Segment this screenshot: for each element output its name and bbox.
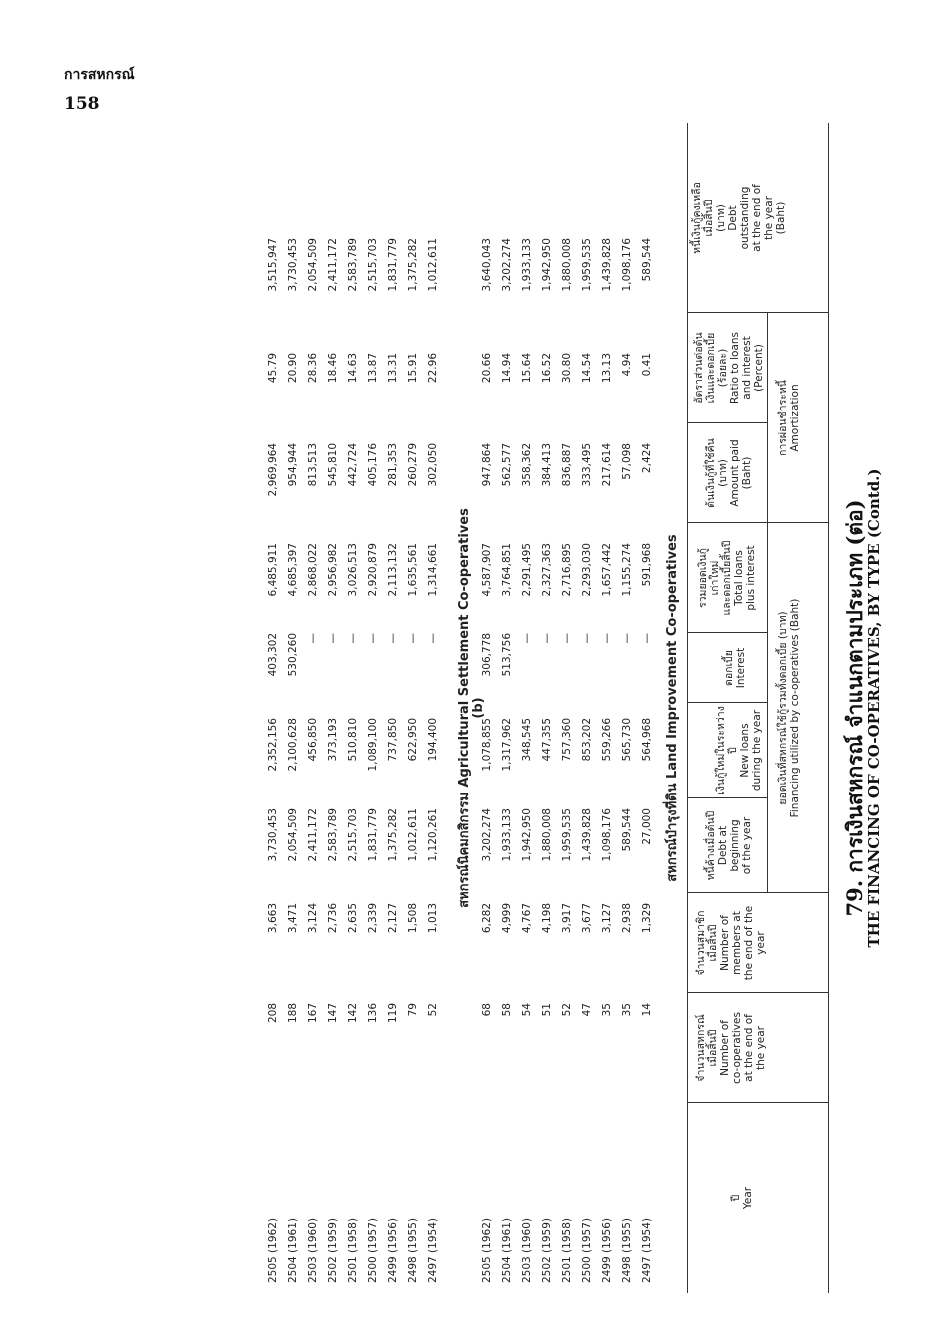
cell-year: 2502 (1959) bbox=[327, 1218, 339, 1283]
header-line: Number of bbox=[719, 1020, 731, 1076]
header-members bbox=[695, 893, 767, 993]
table-row bbox=[347, 123, 362, 1293]
table-row bbox=[427, 123, 442, 1293]
cell-year: 2498 (1955) bbox=[407, 1218, 419, 1283]
cell-amount-paid: 281,353 bbox=[387, 443, 399, 487]
cell-outstanding: 1,439,828 bbox=[601, 238, 613, 292]
cell-new-loans: 348,545 bbox=[521, 718, 533, 762]
header-line: จำนวนสมาชิก bbox=[695, 910, 707, 976]
cell-debt-begin: 1,959,535 bbox=[561, 808, 573, 862]
cell-interest: — bbox=[581, 633, 593, 644]
cell-ratio: 14.54 bbox=[581, 353, 593, 384]
cell-new-loans: 757,360 bbox=[561, 718, 573, 762]
cell-coops: 188 bbox=[287, 1003, 299, 1024]
cell-new-loans: 510,810 bbox=[347, 718, 359, 762]
cell-members: 2,127 bbox=[387, 903, 399, 934]
cell-year: 2497 (1954) bbox=[427, 1218, 439, 1283]
cell-coops: 58 bbox=[501, 1003, 513, 1017]
header-line: Ratio to loans bbox=[729, 331, 741, 405]
header-line: Debt bbox=[727, 205, 739, 231]
cell-ratio: 28.36 bbox=[307, 353, 319, 384]
header-line: Amortization bbox=[789, 384, 801, 452]
cell-total: 4,587,907 bbox=[481, 543, 493, 597]
header-financing-group bbox=[777, 523, 801, 893]
cell-ratio: 14.94 bbox=[501, 353, 513, 384]
cell-debt-begin: 1,831,779 bbox=[367, 808, 379, 862]
header-line: และดอกเบี้ยสิ้นปี bbox=[721, 540, 733, 616]
header-year bbox=[730, 1103, 754, 1293]
header-new-loans bbox=[715, 703, 763, 798]
cell-total: 2,293,030 bbox=[581, 543, 593, 597]
cell-members: 3,471 bbox=[287, 903, 299, 934]
cell-ratio: 14.63 bbox=[347, 353, 359, 384]
cell-outstanding: 589,544 bbox=[641, 238, 653, 282]
cell-ratio: 20.90 bbox=[287, 353, 299, 384]
header-line: Total loans bbox=[733, 550, 745, 606]
header-line: เก่าใหม่ bbox=[709, 560, 721, 596]
cell-interest: — bbox=[427, 633, 439, 644]
header-line: (บาท) bbox=[717, 459, 729, 487]
cell-outstanding: 1,375,282 bbox=[407, 238, 419, 292]
cell-debt-begin: 589,544 bbox=[621, 808, 633, 852]
cell-year: 2500 (1957) bbox=[581, 1218, 593, 1283]
header-line: during the year bbox=[751, 709, 763, 792]
table-title-english: THE FINANCING OF CO-OPERATIVES, BY TYPE (Contd.) bbox=[865, 468, 883, 948]
cell-members: 4,198 bbox=[541, 903, 553, 934]
cell-year: 2503 (1960) bbox=[307, 1218, 319, 1283]
cell-members: 1,329 bbox=[641, 903, 653, 934]
cell-year: 2501 (1958) bbox=[561, 1218, 573, 1283]
cell-amount-paid: 442,724 bbox=[347, 443, 359, 487]
cell-year: 2503 (1960) bbox=[521, 1218, 533, 1283]
cell-coops: 14 bbox=[641, 1003, 653, 1017]
cell-total: 3,026,513 bbox=[347, 543, 359, 597]
cell-new-loans: 373,193 bbox=[327, 718, 339, 762]
cell-members: 1,508 bbox=[407, 903, 419, 934]
cell-amount-paid: 333,495 bbox=[581, 443, 593, 487]
table-row bbox=[561, 123, 576, 1293]
cell-debt-begin: 1,880,008 bbox=[541, 808, 553, 862]
header-line: หนี้ค้างเมื่อต้นปี bbox=[705, 810, 717, 881]
cell-debt-begin: 2,054,509 bbox=[287, 808, 299, 862]
cell-ratio: 4.94 bbox=[621, 353, 633, 377]
cell-debt-begin: 1,942,950 bbox=[521, 808, 533, 862]
table-row bbox=[501, 123, 516, 1293]
cell-new-loans: 1,078,855 bbox=[481, 718, 493, 772]
cell-debt-begin: 2,411,172 bbox=[307, 808, 319, 862]
header-line: (Percent) bbox=[753, 344, 765, 392]
table-title-th-text: การเงินสหกรณ์ จำแนกตามประเภท (ต่อ) bbox=[842, 499, 867, 873]
header-line: (ร้อยละ) bbox=[717, 348, 729, 388]
table-row bbox=[581, 123, 596, 1293]
cell-new-loans: 456,850 bbox=[307, 718, 319, 762]
header-line: (บาท) bbox=[715, 204, 727, 232]
cell-outstanding: 3,640,043 bbox=[481, 238, 493, 292]
cell-year: 2504 (1961) bbox=[287, 1218, 299, 1283]
cell-ratio: 18.46 bbox=[327, 353, 339, 384]
cell-new-loans: 447,355 bbox=[541, 718, 553, 762]
cell-outstanding: 1,933,133 bbox=[521, 238, 533, 292]
cell-interest: — bbox=[641, 633, 653, 644]
table-row bbox=[601, 123, 616, 1293]
header-line: outstanding bbox=[739, 186, 751, 250]
header-line: เงินกู้ใหม่ในระหว่างปี bbox=[715, 706, 739, 795]
header-debt-begin bbox=[705, 798, 753, 893]
header-line: at the end of bbox=[751, 184, 763, 252]
cell-year: 2505 (1962) bbox=[481, 1218, 493, 1283]
cell-new-loans: 565,730 bbox=[621, 718, 633, 762]
header-line: ปี bbox=[730, 1194, 742, 1202]
cell-debt-begin: 1,120,261 bbox=[427, 808, 439, 862]
cell-total: 1,314,661 bbox=[427, 543, 439, 597]
cell-total: 3,764,851 bbox=[501, 543, 513, 597]
cell-coops: 35 bbox=[601, 1003, 613, 1017]
cell-amount-paid: 813,513 bbox=[307, 443, 319, 487]
table-row bbox=[641, 123, 656, 1293]
cell-interest: — bbox=[601, 633, 613, 644]
cell-outstanding: 3,202,274 bbox=[501, 238, 513, 292]
cell-amount-paid: 2,424 bbox=[641, 443, 653, 474]
header-line: (Baht) bbox=[775, 201, 787, 235]
cell-total: 2,868,022 bbox=[307, 543, 319, 597]
section-title-land-improvement: สหกรณ์บำรุงที่ดิน Land Improvement Co-operatives bbox=[665, 534, 680, 882]
cell-members: 6,282 bbox=[481, 903, 493, 934]
cell-debt-begin: 27,000 bbox=[641, 808, 653, 845]
cell-members: 3,124 bbox=[307, 903, 319, 934]
header-line: Debt at bbox=[717, 825, 729, 866]
cell-ratio: 45.79 bbox=[267, 353, 279, 384]
header-line: Financing utilized by co-operatives (Baht) bbox=[789, 598, 801, 818]
cell-ratio: 20.66 bbox=[481, 353, 493, 384]
header-line: the year bbox=[763, 196, 775, 240]
cell-debt-begin: 3,202,274 bbox=[481, 808, 493, 862]
cell-interest: — bbox=[307, 633, 319, 644]
cell-interest: 530,260 bbox=[287, 633, 299, 677]
header-line: เมื่อสิ้นปี bbox=[707, 1029, 719, 1067]
header-outstanding bbox=[691, 123, 787, 313]
table-number: 79. bbox=[842, 879, 867, 917]
cell-coops: 119 bbox=[387, 1003, 399, 1024]
cell-debt-begin: 1,933,133 bbox=[501, 808, 513, 862]
cell-members: 2,736 bbox=[327, 903, 339, 934]
cell-amount-paid: 947,864 bbox=[481, 443, 493, 487]
running-head: การสหกรณ์ bbox=[64, 67, 135, 83]
cell-total: 2,327,363 bbox=[541, 543, 553, 597]
cell-members: 2,635 bbox=[347, 903, 359, 934]
cell-new-loans: 2,352,156 bbox=[267, 718, 279, 772]
cell-interest: 513,756 bbox=[501, 633, 513, 677]
cell-outstanding: 1,959,535 bbox=[581, 238, 593, 292]
header-line: year bbox=[755, 931, 767, 955]
cell-outstanding: 2,515,703 bbox=[367, 238, 379, 292]
header-line: and interest bbox=[741, 336, 753, 400]
financing-group-rule bbox=[767, 523, 768, 893]
cell-interest: — bbox=[367, 633, 379, 644]
amortization-group-rule bbox=[767, 313, 768, 523]
cell-coops: 47 bbox=[581, 1003, 593, 1017]
cell-interest: — bbox=[387, 633, 399, 644]
cell-outstanding: 2,054,509 bbox=[307, 238, 319, 292]
header-line: the year bbox=[755, 1026, 767, 1070]
cell-ratio: 16.52 bbox=[541, 353, 553, 384]
cell-amount-paid: 545,810 bbox=[327, 443, 339, 487]
cell-interest: — bbox=[541, 633, 553, 644]
cell-outstanding: 3,515,947 bbox=[267, 238, 279, 292]
header-line: ต้นเงินกู้ที่ใช้คืน bbox=[705, 438, 717, 508]
table-row bbox=[307, 123, 322, 1293]
cell-interest: — bbox=[621, 633, 633, 644]
cell-debt-begin: 1,098,176 bbox=[601, 808, 613, 862]
cell-debt-begin: 3,730,453 bbox=[267, 808, 279, 862]
cell-amount-paid: 405,176 bbox=[367, 443, 379, 487]
cell-coops: 54 bbox=[521, 1003, 533, 1017]
cell-outstanding: 1,831,779 bbox=[387, 238, 399, 292]
cell-total: 2,920,879 bbox=[367, 543, 379, 597]
header-amortization-group bbox=[777, 313, 801, 523]
cell-outstanding: 3,730,453 bbox=[287, 238, 299, 292]
cell-year: 2504 (1961) bbox=[501, 1218, 513, 1283]
table-row bbox=[387, 123, 402, 1293]
header-line: ดอกเบี้ย bbox=[723, 650, 735, 686]
header-line: Amount paid bbox=[729, 439, 741, 507]
cell-amount-paid: 57,098 bbox=[621, 443, 633, 480]
cell-new-loans: 622,950 bbox=[407, 718, 419, 762]
header-line: หนี้เงินกู้คงเหลือ bbox=[691, 182, 703, 254]
table-row bbox=[541, 123, 556, 1293]
cell-amount-paid: 358,362 bbox=[521, 443, 533, 487]
cell-ratio: 13.31 bbox=[387, 353, 399, 384]
section-label-b: (b) bbox=[471, 697, 486, 719]
cell-ratio: 0.41 bbox=[641, 353, 653, 377]
header-top-rule bbox=[828, 123, 829, 1293]
table-row bbox=[327, 123, 342, 1293]
cell-amount-paid: 217,614 bbox=[601, 443, 613, 487]
header-line: จำนวนสหกรณ์ bbox=[695, 1014, 707, 1082]
cell-total: 4,685,397 bbox=[287, 543, 299, 597]
header-line: Number of bbox=[719, 915, 731, 971]
header-coops bbox=[695, 993, 767, 1103]
cell-total: 2,113,132 bbox=[387, 543, 399, 597]
header-line: การผ่อนชำระหนี้ bbox=[777, 380, 789, 456]
cell-year: 2500 (1957) bbox=[367, 1218, 379, 1283]
cell-total: 1,657,442 bbox=[601, 543, 613, 597]
cell-coops: 147 bbox=[327, 1003, 339, 1024]
header-line: Interest bbox=[735, 647, 747, 689]
cell-interest: — bbox=[521, 633, 533, 644]
cell-ratio: 15.91 bbox=[407, 353, 419, 384]
table-row bbox=[621, 123, 636, 1293]
cell-coops: 142 bbox=[347, 1003, 359, 1024]
header-line: Year bbox=[742, 1186, 754, 1210]
table-row bbox=[407, 123, 422, 1293]
cell-members: 3,677 bbox=[581, 903, 593, 934]
cell-coops: 51 bbox=[541, 1003, 553, 1017]
cell-debt-begin: 2,515,703 bbox=[347, 808, 359, 862]
header-line: plus interest bbox=[745, 545, 757, 611]
cell-interest: 403,302 bbox=[267, 633, 279, 677]
cell-amount-paid: 260,279 bbox=[407, 443, 419, 487]
header-line: members at bbox=[731, 911, 743, 975]
cell-new-loans: 737,850 bbox=[387, 718, 399, 762]
cell-amount-paid: 954,944 bbox=[287, 443, 299, 487]
cell-total: 1,155,274 bbox=[621, 543, 633, 597]
cell-coops: 167 bbox=[307, 1003, 319, 1024]
cell-ratio: 22.96 bbox=[427, 353, 439, 384]
header-line: New loans bbox=[739, 723, 751, 778]
cell-members: 1,013 bbox=[427, 903, 439, 934]
cell-total: 1,635,561 bbox=[407, 543, 419, 597]
cell-total: 2,291,495 bbox=[521, 543, 533, 597]
cell-new-loans: 853,202 bbox=[581, 718, 593, 762]
cell-debt-begin: 1,375,282 bbox=[387, 808, 399, 862]
cell-year: 2499 (1956) bbox=[601, 1218, 613, 1283]
cell-debt-begin: 2,583,789 bbox=[327, 808, 339, 862]
cell-total: 2,716,895 bbox=[561, 543, 573, 597]
header-line: (Baht) bbox=[741, 456, 753, 490]
header-line: the end of the bbox=[743, 905, 755, 981]
header-line: beginning bbox=[729, 819, 741, 872]
cell-new-loans: 194,400 bbox=[427, 718, 439, 762]
cell-outstanding: 1,942,950 bbox=[541, 238, 553, 292]
cell-interest: — bbox=[407, 633, 419, 644]
header-interest bbox=[723, 633, 747, 703]
cell-coops: 52 bbox=[427, 1003, 439, 1017]
cell-coops: 35 bbox=[621, 1003, 633, 1017]
cell-members: 3,663 bbox=[267, 903, 279, 934]
header-line: เมื่อสิ้นปี bbox=[707, 924, 719, 962]
cell-members: 4,767 bbox=[521, 903, 533, 934]
header-line: อัตราส่วนต่อต้น bbox=[693, 332, 705, 404]
cell-interest: — bbox=[561, 633, 573, 644]
header-line: co-operatives bbox=[731, 1012, 743, 1084]
cell-new-loans: 559,266 bbox=[601, 718, 613, 762]
cell-ratio: 13.13 bbox=[601, 353, 613, 384]
cell-outstanding: 2,411,172 bbox=[327, 238, 339, 292]
cell-outstanding: 2,583,789 bbox=[347, 238, 359, 292]
cell-coops: 68 bbox=[481, 1003, 493, 1017]
rotated-table-sheet bbox=[55, 123, 925, 1293]
cell-year: 2499 (1956) bbox=[387, 1218, 399, 1283]
cell-total: 591,968 bbox=[641, 543, 653, 587]
header-line: เงินและดอกเบี้ย bbox=[705, 332, 717, 404]
table-row bbox=[521, 123, 536, 1293]
cell-year: 2497 (1954) bbox=[641, 1218, 653, 1283]
header-ratio bbox=[693, 313, 765, 423]
header-total bbox=[697, 523, 757, 633]
header-amount-paid bbox=[705, 423, 753, 523]
header-line: เมื่อสิ้นปี bbox=[703, 199, 715, 237]
cell-amount-paid: 836,887 bbox=[561, 443, 573, 487]
header-bottom-rule bbox=[687, 123, 688, 1293]
cell-new-loans: 564,968 bbox=[641, 718, 653, 762]
cell-members: 3,917 bbox=[561, 903, 573, 934]
header-line: of the year bbox=[741, 816, 753, 875]
cell-ratio: 30.80 bbox=[561, 353, 573, 384]
cell-coops: 79 bbox=[407, 1003, 419, 1017]
cell-outstanding: 1,098,176 bbox=[621, 238, 633, 292]
cell-members: 3,127 bbox=[601, 903, 613, 934]
table-row bbox=[367, 123, 382, 1293]
cell-coops: 136 bbox=[367, 1003, 379, 1024]
cell-ratio: 13.87 bbox=[367, 353, 379, 384]
cell-debt-begin: 1,439,828 bbox=[581, 808, 593, 862]
cell-amount-paid: 302,050 bbox=[427, 443, 439, 487]
cell-amount-paid: 2,969,964 bbox=[267, 443, 279, 497]
table-row bbox=[267, 123, 282, 1293]
cell-ratio: 15.64 bbox=[521, 353, 533, 384]
cell-new-loans: 1,089,100 bbox=[367, 718, 379, 772]
cell-members: 4,999 bbox=[501, 903, 513, 934]
cell-new-loans: 2,100,628 bbox=[287, 718, 299, 772]
cell-year: 2505 (1962) bbox=[267, 1218, 279, 1283]
cell-year: 2501 (1958) bbox=[347, 1218, 359, 1283]
cell-coops: 208 bbox=[267, 1003, 279, 1024]
cell-members: 2,938 bbox=[621, 903, 633, 934]
section-title-agricultural-settlement: สหกรณ์นิคมกสิกรรม Agricultural Settlement Co-operatives bbox=[457, 508, 472, 908]
cell-interest: — bbox=[347, 633, 359, 644]
cell-members: 2,339 bbox=[367, 903, 379, 934]
cell-year: 2502 (1959) bbox=[541, 1218, 553, 1283]
cell-outstanding: 1,012,611 bbox=[427, 238, 439, 292]
cell-total: 6,485,911 bbox=[267, 543, 279, 597]
header-line: at the end of bbox=[743, 1014, 755, 1082]
cell-interest: 306,778 bbox=[481, 633, 493, 677]
cell-outstanding: 1,880,008 bbox=[561, 238, 573, 292]
page-number: 158 bbox=[64, 94, 100, 114]
cell-amount-paid: 562,577 bbox=[501, 443, 513, 487]
cell-debt-begin: 1,012,611 bbox=[407, 808, 419, 862]
header-line: รวมยอดเงินกู้ bbox=[697, 548, 709, 608]
table-row bbox=[287, 123, 302, 1293]
cell-amount-paid: 384,413 bbox=[541, 443, 553, 487]
header-line: ยอดเงินที่สหกรณ์ใช้กู้รวมทั้งดอกเบี้ย (บาท) bbox=[777, 611, 789, 805]
cell-total: 2,956,982 bbox=[327, 543, 339, 597]
cell-coops: 52 bbox=[561, 1003, 573, 1017]
cell-year: 2498 (1955) bbox=[621, 1218, 633, 1283]
cell-interest: — bbox=[327, 633, 339, 644]
cell-new-loans: 1,317,962 bbox=[501, 718, 513, 772]
